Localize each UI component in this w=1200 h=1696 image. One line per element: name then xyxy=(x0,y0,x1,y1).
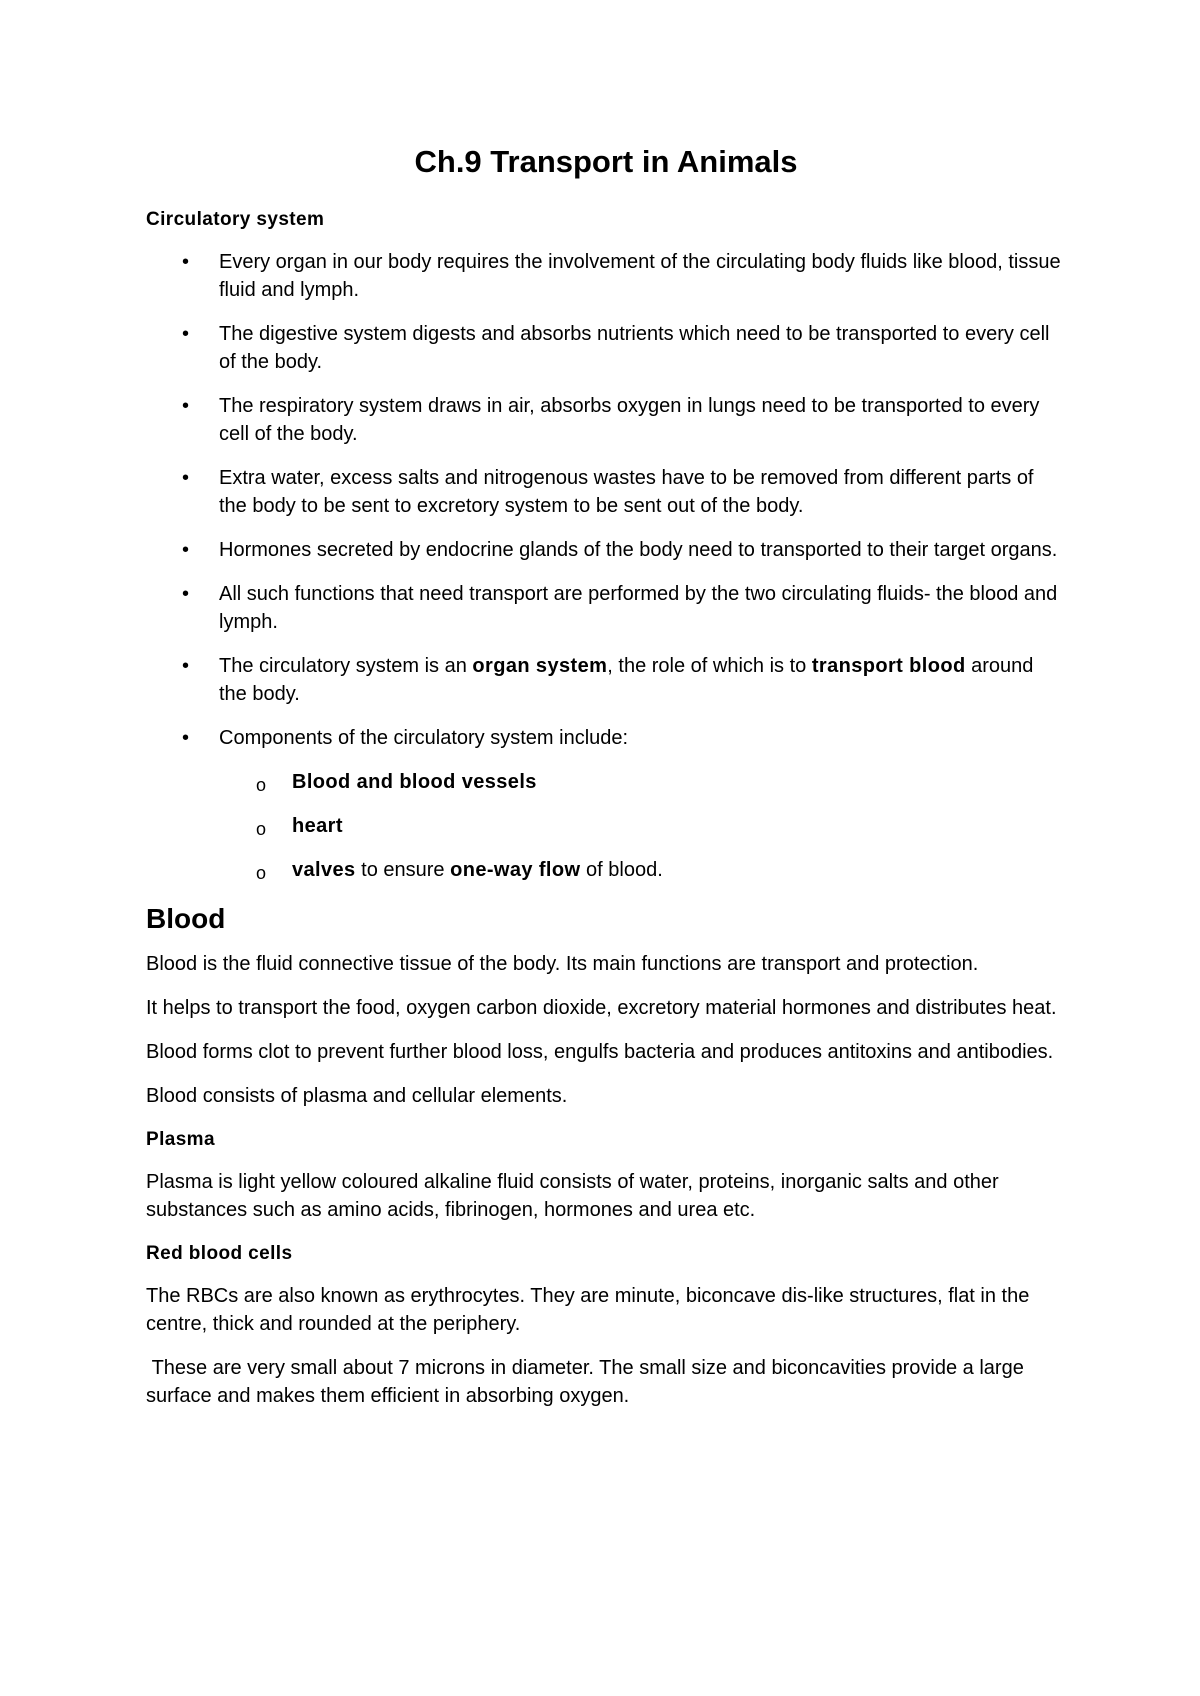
bullet-icon: • xyxy=(182,467,190,489)
plasma-heading: Plasma xyxy=(146,1129,215,1150)
circulatory-bullet-list xyxy=(146,248,1066,752)
bullet-icon: • xyxy=(182,539,190,561)
document-page xyxy=(146,140,1066,1426)
page-title: Ch.9 Transport in Animals xyxy=(414,144,798,179)
bullet-icon: • xyxy=(182,583,190,605)
list-item: • Extra water, excess salts and nitrogenous wastes have to be removed from different parts of the body to be sent to excretory system to be sent out of the body. xyxy=(146,464,1066,520)
paragraph: Blood is the fluid connective tissue of the body. Its main functions are transport and protection. xyxy=(146,953,979,975)
paragraph: The RBCs are also known as erythrocytes. They are minute, biconcave dis-like structures, flat in the centre, thick and rounded at the periphery. xyxy=(146,1285,1030,1335)
components-list xyxy=(146,768,1066,884)
bullet-icon: • xyxy=(182,323,190,345)
bullet-icon: • xyxy=(182,655,190,677)
circle-bullet-icon: o xyxy=(256,863,267,883)
list-item: • All such functions that need transport are performed by the two circulating fluids- the blood and lymph. xyxy=(146,580,1066,636)
list-item: o valves to ensure one-way flow of blood. xyxy=(146,856,1066,884)
list-item: o heart xyxy=(146,812,1066,840)
list-item: • Every organ in our body requires the involvement of the circulating body fluids like blood, tissue fluid and lymph. xyxy=(146,248,1066,304)
paragraph: Plasma is light yellow coloured alkaline fluid consists of water, proteins, inorganic salts and other substances such as amino acids, fibrinogen, hormones and urea etc. xyxy=(146,1171,999,1221)
list-item: o Blood and blood vessels xyxy=(146,768,1066,796)
paragraph: These are very small about 7 microns in diameter. The small size and biconcavities provide a large surface and makes them efficient in absorbing oxygen. xyxy=(146,1357,1030,1407)
blood-heading: Blood xyxy=(146,903,226,934)
circle-bullet-icon: o xyxy=(256,819,267,839)
bullet-icon: • xyxy=(182,251,190,273)
list-item: • The circulatory system is an organ system, the role of which is to transport blood around the body. xyxy=(146,652,1066,708)
rbc-heading: Red blood cells xyxy=(146,1243,293,1264)
bullet-icon: • xyxy=(182,727,190,749)
paragraph: Blood forms clot to prevent further blood loss, engulfs bacteria and produces antitoxins and antibodies. xyxy=(146,1041,1054,1063)
paragraph: It helps to transport the food, oxygen carbon dioxide, excretory material hormones and distributes heat. xyxy=(146,997,1057,1019)
list-item: • Components of the circulatory system include: xyxy=(146,724,1066,752)
list-item: • The respiratory system draws in air, absorbs oxygen in lungs need to be transported to every cell of the body. xyxy=(146,392,1066,448)
list-item: • Hormones secreted by endocrine glands of the body need to transported to their target organs. xyxy=(146,536,1066,564)
circulatory-heading: Circulatory system xyxy=(146,209,325,230)
bullet-icon: • xyxy=(182,395,190,417)
circle-bullet-icon: o xyxy=(256,775,267,795)
paragraph: Blood consists of plasma and cellular elements. xyxy=(146,1085,568,1107)
list-item: • The digestive system digests and absorbs nutrients which need to be transported to every cell of the body. xyxy=(146,320,1066,376)
